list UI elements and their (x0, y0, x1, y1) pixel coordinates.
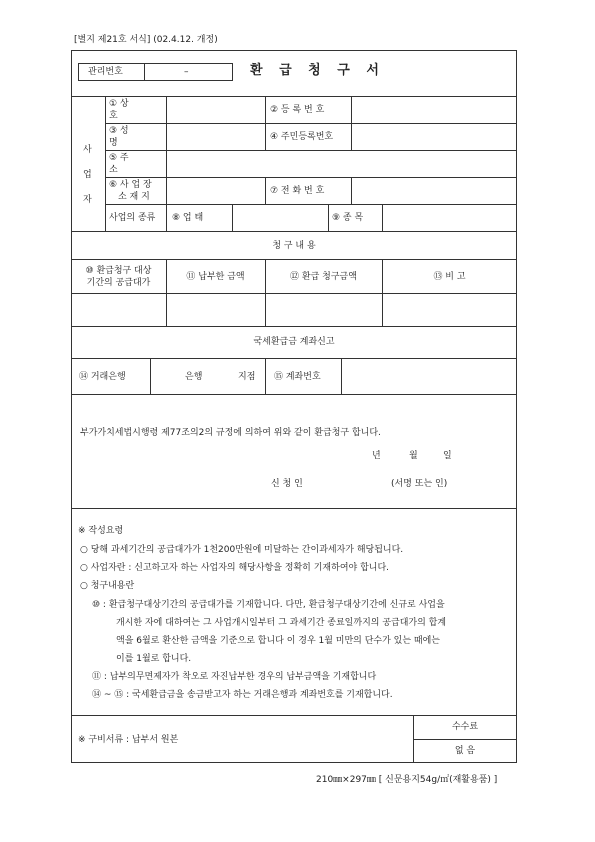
applicant-label: 신 청 인 (271, 479, 303, 489)
field-phone-label: ⑦ 전 화 번 호 (270, 186, 325, 196)
field-bank-label: ⑭ 거래은행 (79, 372, 126, 382)
claim-period-input[interactable] (72, 294, 165, 325)
location-input[interactable] (167, 178, 264, 203)
field-account-no-label: ⑮ 계좌번호 (274, 372, 321, 382)
claim-col-11-label: ⑪ 납부한 금액 (186, 272, 245, 282)
remarks-input[interactable] (383, 294, 516, 325)
instruction-sub-10: ⑩ : 환급청구대상기간의 공급대가를 기재합니다. 다만, 환급청구대상기간에 신규로 사업을 (92, 600, 445, 610)
instruction-sub-10-line: 액을 6월로 환산한 금액을 기준으로 합니다 이 경우 1월 미만의 단수가 있는 때에는 (116, 636, 440, 646)
instruction-sub-10-line: 이를 1월로 합니다. (116, 654, 192, 664)
field-name-label-2: 명 (109, 138, 118, 148)
date-year: 년 (372, 451, 381, 461)
claim-section-title: 청 구 내 용 (272, 241, 316, 251)
field-business-type-label: ⑧ 업 태 (172, 213, 204, 223)
item-input[interactable] (383, 205, 516, 230)
paper-spec: 210㎜×297㎜ [ 신문용지54g/㎡(재활용품) ] (316, 775, 498, 785)
instruction-sub-11: ⑪ : 납부의무면제자가 착오로 자진납부한 경우의 납부금액을 기재합니다 (92, 672, 377, 682)
account-no-input[interactable] (342, 359, 516, 393)
name-input[interactable] (167, 124, 264, 149)
claim-col-13-label: ⑬ 비 고 (433, 272, 466, 282)
account-section-title: 국세환급금 계좌신고 (253, 337, 335, 347)
instruction-sub-10-line: 개시한 자에 대하여는 그 사업개시일부터 그 과세기간 종료일까지의 공급대가의 합계 (116, 618, 447, 628)
business-type-label: 사업의 종류 (109, 213, 156, 223)
statement-text: 부가가치세법시행령 제77조의2의 규정에 의하여 위와 같이 환급청구 합니다. (80, 428, 381, 438)
field-location-label-2: 소 재 지 (118, 192, 150, 202)
field-location-label: ⑥ 사 업 장 (109, 180, 152, 190)
claim-col-10-label: ⑩ 환급청구 대상 (85, 266, 152, 276)
form-number: [별지 제21호 서식] (02.4.12. 개정) (74, 35, 218, 45)
field-resident-no-label: ④ 주민등록번호 (270, 132, 334, 142)
paid-amount-input[interactable] (167, 294, 264, 325)
mgmt-number-value: – (184, 67, 189, 77)
branch-unit: 지점 (238, 372, 256, 382)
reg-no-input[interactable] (352, 97, 516, 122)
signature-label: (서명 또는 인) (391, 479, 448, 489)
claim-col-10-label-2: 기간의 공급대가 (86, 278, 151, 288)
business-side-label-3: 자 (83, 195, 92, 205)
instruction-item: ○ 사업자란 : 신고하고자 하는 사업자의 해당사항을 정확히 기재하여야 합니다. (80, 563, 390, 573)
field-trade-name-label-2: 호 (109, 111, 118, 121)
bank-unit: 은행 (185, 372, 203, 382)
attachments-note: ※ 구비서류 : 납부서 원본 (78, 735, 179, 745)
refund-amount-input[interactable] (266, 294, 381, 325)
instruction-item: ○ 청구내용란 (80, 581, 135, 591)
business-side-label-2: 업 (83, 170, 92, 180)
business-type-input[interactable] (233, 205, 327, 230)
field-item-label: ⑨ 종 목 (332, 213, 364, 223)
claim-col-12-label: ⑫ 환급 청구금액 (290, 272, 357, 282)
fee-label: 수수료 (451, 722, 479, 732)
form-title: 환 급 청 구 서 (250, 63, 385, 78)
date-month: 월 (409, 451, 418, 461)
trade-name-input[interactable] (167, 97, 264, 122)
instruction-item: ○ 당해 과세기간의 공급대가가 1천200만원에 미달하는 간이과세자가 해당됩니다. (80, 545, 404, 555)
date-day: 일 (443, 451, 452, 461)
phone-input[interactable] (352, 178, 516, 203)
field-address-label-2: 소 (109, 165, 118, 175)
field-name-label: ③ 성 (109, 126, 129, 136)
business-side-label-1: 사 (83, 145, 92, 155)
instruction-sub-14-15: ⑭ ~ ⑮ : 국세환급금을 송금받고자 하는 거래은행과 계좌번호를 기재합니다. (92, 690, 393, 700)
field-trade-name-label: ① 상 (109, 99, 129, 109)
mgmt-number-label: 관리번호 (88, 67, 123, 77)
address-input[interactable] (167, 151, 516, 176)
field-address-label: ⑤ 주 (109, 153, 129, 163)
field-reg-no-label: ② 등 록 번 호 (270, 105, 325, 115)
resident-no-input[interactable] (352, 124, 516, 149)
instructions-heading: ※ 작성요령 (78, 526, 124, 536)
fee-value: 없 음 (454, 746, 476, 756)
